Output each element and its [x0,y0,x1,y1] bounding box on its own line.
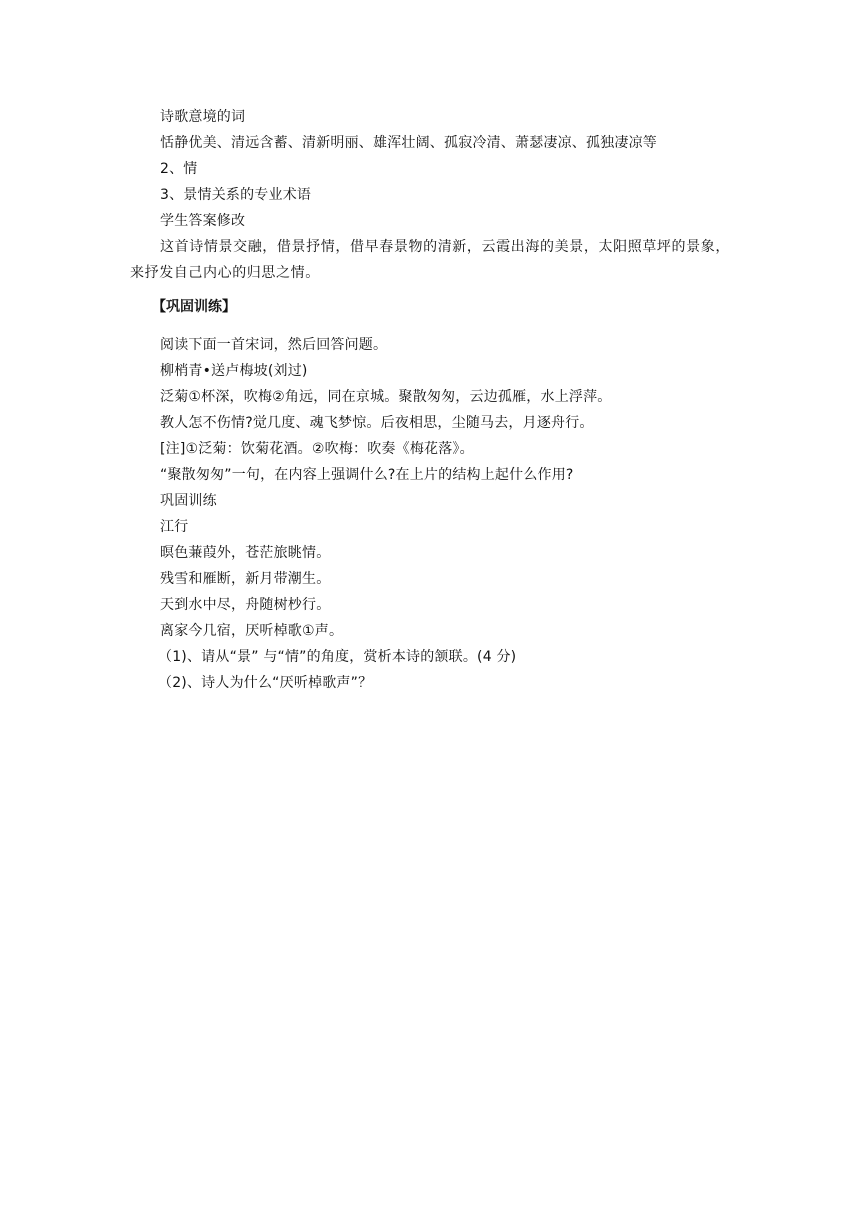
text-line-poem-title: 柳梢青•送卢梅坡(刘过) [160,363,308,379]
text-line-question-2: （2)、诗人为什么“厌听棹歌声”？ [158,675,373,691]
text-line-poem-stanza-1: 泛菊①杯深，吹梅②角远，同在京城。聚散匆匆，云边孤雁，水上浮萍。 [160,389,612,405]
text-line-poem-verse-2: 残雪和雁断，新月带潮生。 [160,571,331,587]
text-line-poetry-mood-words: 诗歌意境的词 [160,109,246,125]
text-line-question-1: （1)、请从“景” 与“情”的角度，赏析本诗的颔联。(4 分) [158,649,517,665]
section-heading-consolidation-training: 【巩固训练】 [152,299,236,315]
text-line-student-answer-revision: 学生答案修改 [160,213,246,229]
text-line-poem-stanza-2: 教人怎不伤情?觉几度、魂飞梦惊。后夜相思，尘随马去，月逐舟行。 [160,415,594,431]
paragraph-answer-example: 这首诗情景交融，借景抒情，借早春景物的清新，云霞出海的美景，太阳照草坪的景象，来抒发自己内心的归思之情。 [130,239,730,281]
text-line-poem-title-jiangxing: 江行 [160,519,189,535]
text-line-mood-word-list: 恬静优美、清远含蓄、清新明丽、雄浑壮阔、孤寂冷清、萧瑟凄凉、孤独凄凉等 [160,135,657,151]
text-line-consolidation-training: 巩固训练 [160,493,217,509]
text-line-reading-instruction: 阅读下面一首宋词，然后回答问题。 [160,337,388,353]
text-line-emotion: 2、情 [160,161,198,177]
text-line-annotation: [注]①泛菊：饮菊花酒。②吹梅：吹奏《梅花落》。 [160,441,474,457]
text-line-poem-verse-3: 天到水中尽，舟随树杪行。 [160,597,331,613]
text-line-question: “聚散匆匆”一句，在内容上强调什么?在上片的结构上起什么作用? [160,467,574,483]
text-line-scene-emotion-terms: 3、景情关系的专业术语 [160,187,312,203]
text-line-poem-verse-4: 离家今几宿，厌听棹歌①声。 [160,623,344,639]
text-line-poem-verse-1: 暝色蒹葭外，苍茫旅眺情。 [160,545,331,561]
